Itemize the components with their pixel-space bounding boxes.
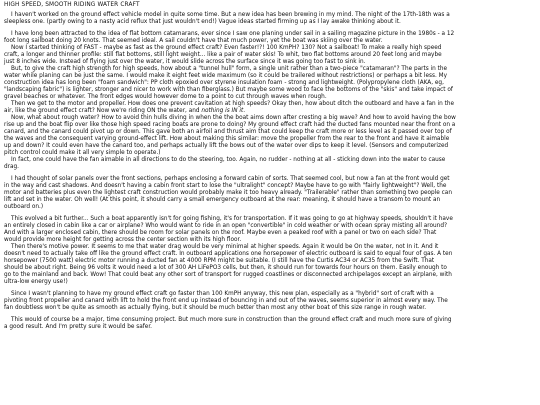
line-text: I haven't worked on the ground effect vehicle model in quite some time. But a new idea has been brewing in my mind. The night of the 17th-18th was a: [11, 12, 450, 18]
text-line: [4, 101, 536, 108]
line-text: outboard on.): [4, 204, 44, 210]
document-body: [4, 12, 536, 331]
text-line: [4, 115, 536, 122]
line-text: I had thought of solar panels over the front sections, perhaps enclosing a forward cabin of sorts. That seemed cool, but now a fan at the front would get: [11, 176, 450, 182]
line-text: construction idea has long been "foam sandwich": PP cloth epoxied over styrene insulation foam - strong and lightweight. (Polypropylene cloth (AKA, eg,: [4, 80, 444, 86]
text-line: [4, 80, 536, 87]
text-line: [4, 19, 536, 26]
paragraph: [4, 176, 536, 211]
text-line: [4, 94, 536, 101]
paragraph: [4, 31, 536, 171]
line-text: foot long sailboat doing 20 knots. That seemed ideal. A sail couldn't have that much power, yet the boat was skiing over the water.: [4, 38, 383, 44]
paragraph: [4, 317, 536, 331]
text-line: [4, 291, 536, 298]
text-line: [4, 31, 536, 38]
text-line: [4, 272, 536, 279]
paragraph: [4, 12, 536, 26]
text-line: [4, 279, 536, 286]
text-line: [4, 305, 536, 312]
text-line: [4, 197, 536, 204]
text-line: [4, 52, 536, 59]
line-text: Then we get to the motor and propeller. How does one prevent cavitation at high speeds? Okay then, how about ditch the outboard and have a fan in the: [11, 101, 455, 107]
line-text: Now, what about rough water? How to avoid thin hulls diving in when the the boat aims down after cresting a big wave? And how to avoid having the bow: [11, 115, 456, 121]
line-text-after: .: [243, 108, 246, 114]
text-line: [4, 324, 536, 331]
line-text: air, like the ground effect craft? Now we're riding ON the water, and: [4, 108, 202, 114]
text-line: [4, 230, 536, 237]
text-line: [4, 204, 536, 211]
line-text: an entirely closed in cabin like a car or airplane? Who would want to ride in an open "convertible" in cold weather or with ocean spray misting all around?: [4, 223, 448, 229]
text-line: [4, 183, 536, 190]
text-line: [4, 59, 536, 66]
line-text: the waves and the consequent varying ground-effect lift. How about making this similar: move the propeller from the rear to the front and have it aimable: [4, 136, 450, 142]
line-text: ultra-low energy use!): [4, 279, 68, 285]
line-text: canard, and the canard could pivot up or down. This gave both an airfoil and thrust aim that could keep the craft more or less level as it passed over top of: [4, 129, 452, 135]
line-text: fan doubtless won't be quite as smooth as actually flying, but it should be much better than most any other boat of this size range in rough water.: [4, 305, 427, 311]
line-text: craft, a longer and thinner profile: still flat bottoms, still light weight... like a pair of water skis! To whit, two flat bottoms around 20 feet long and maybe: [4, 52, 442, 58]
text-line: [4, 244, 536, 251]
line-text: This would of course be a major, time consuming project. But much more sure in construction than the ground effect craft and much more sure of giving: [11, 317, 452, 323]
line-text: should be about right. Being 96 volts it would need a lot of 300 AH LiFePO3 cells, but then, it should run for towards four hours on them. Easily enough to: [4, 265, 447, 271]
line-text: Now I started thinking of FAST - maybe as fast as the ground effect craft? Even faster!?! 100 KmPH? 130? Not a sailboat! To make a really high speed: [11, 45, 442, 51]
line-text: But, to give the craft high strength for high speeds, how about a "tunnel hull" form, a single unit rather than a two-piece "catamaran"? The parts in the: [11, 66, 448, 72]
text-line: [4, 73, 536, 80]
line-text: Since I wasn't planning to have my ground effect craft go faster than 100 KmPH anyway, this new plan, especially as a "hybrid" sort of craft with a: [11, 291, 434, 297]
text-line: [4, 12, 536, 19]
line-text: drag.: [4, 164, 20, 170]
line-text: just 8 inches wide. Instead of flying just over the water, it would slide across the surface since it was going too fast to sink in.: [4, 59, 366, 65]
text-line: [4, 190, 536, 197]
line-text: sleepless one. (partly owing to a nasty acid reflux that just wouldn't end!) Vague ideas started firming up as I lay awake thinking about it.: [4, 19, 401, 25]
text-line: [4, 122, 536, 129]
line-text: gravel beaches or whatever. The front edges would however dome to a point to cut through waves when rough.: [4, 94, 327, 100]
text-line: [4, 38, 536, 45]
line-text: I have long been attracted to the idea of flat bottom catamarans, ever since I saw one planing under sail in a sailing magazine picture in the 1980s - a 12: [11, 31, 455, 37]
text-line: [4, 258, 536, 265]
line-text: Then there's motive power. It seems to me that water drag would be very minimal at higher speeds. Again it would be On the water, not In it. And it: [11, 244, 439, 250]
text-line: [4, 143, 536, 150]
text-line: [4, 216, 536, 223]
emphasized-text: nothing is IN it: [201, 108, 244, 114]
text-line: [4, 129, 536, 136]
paragraph: [4, 216, 536, 286]
line-text: And with a larger enclosed cabin, there should be room for solar panels on the roof. Maybe even a peaked roof with a panel or two on each side? That: [4, 230, 437, 236]
line-text: would provide more height for getting across the center section with its high floor.: [4, 237, 242, 243]
line-text: doesn't need to actually take off like the ground effect craft. In outboard applications one horsepower of electric outboard is said to equal four of gas. A ten: [4, 251, 453, 257]
paragraph: [4, 291, 536, 312]
line-text: up and down? It could even have the canard too, and perhaps actually lift the bows out of the water over dips to keep it level. (Sensors and computerized: [4, 143, 449, 149]
line-text: in the way and cast shadows. And doesn't having a cabin front start to lose the "ultralight" concept? Maybe have to go with "fairly lightweight"? Well, the: [4, 183, 447, 189]
text-line: [4, 251, 536, 258]
text-line: [4, 66, 536, 73]
line-text: pitch control could make it all very simple to operate.): [4, 150, 161, 156]
line-text: "landscaping fabric") is lighter, stronger and nicer to work with than fiberglass.) But maybe some wood to face the bottoms of the "skis" and take impact of: [4, 87, 453, 93]
text-line: [4, 157, 536, 164]
line-text: horsepower (7500 watt) electric motor running a ducted fan at 4000 RPM might be suitable. (I still have the Curtis AC34 or AC35 from the Swift. That: [4, 258, 435, 264]
text-line: [4, 223, 536, 230]
line-text: rise up and the boat flip over like those high speed racing boats are prone to doing? My ground effect craft had the ducted fans mounted near the front on a: [4, 122, 456, 128]
text-line: [4, 45, 536, 52]
line-text: pivoting front propeller and canard with lift to hold the front end up instead of bouncing in and out of the waves, seems superior in almost every way. The: [4, 298, 448, 304]
line-text: This evolved a bit further... Such a boat apparently isn't for going fishing, it's for transportation. If it was going to go at highway speeds, shouldn't it have: [11, 216, 453, 222]
text-line: [4, 136, 536, 143]
line-text: go to the mainland and back. Wow! That could beat any other sort of transport for rugged coastlines or disconnected archipelagos except an airplane, with: [4, 272, 452, 278]
line-text: a good result. And I'm pretty sure it would be safer.: [4, 324, 152, 330]
text-line: [4, 164, 536, 171]
document-title: HIGH SPEED, SMOOTH RIDING WATER CRAFT: [4, 2, 140, 8]
line-text: lift and set in the water. Oh well! (At this point, it should carry a small emergency outboard at the rear: meaning, it should have a transom to mount an: [4, 197, 441, 203]
text-line: [4, 108, 536, 115]
text-line: [4, 237, 536, 244]
text-line: [4, 265, 536, 272]
text-line: [4, 150, 536, 157]
text-line: [4, 298, 536, 305]
line-text: motor and batteries plus even the lightest craft construction would probably make it too heavy already. "Trailerable" rather than something two people can: [4, 190, 452, 196]
text-line: [4, 176, 536, 183]
line-text: water while planing can be just the same. I would make it eight feet wide maximum (so it could be trailered without restrictions) or perhaps a bit less. My: [4, 73, 447, 79]
text-line: [4, 87, 536, 94]
line-text: In fact, one could have the fan aimable in all directions to do the steering, too. Again, no rudder - nothing at all - sticking down into the water to cause: [11, 157, 446, 163]
text-line: [4, 317, 536, 324]
